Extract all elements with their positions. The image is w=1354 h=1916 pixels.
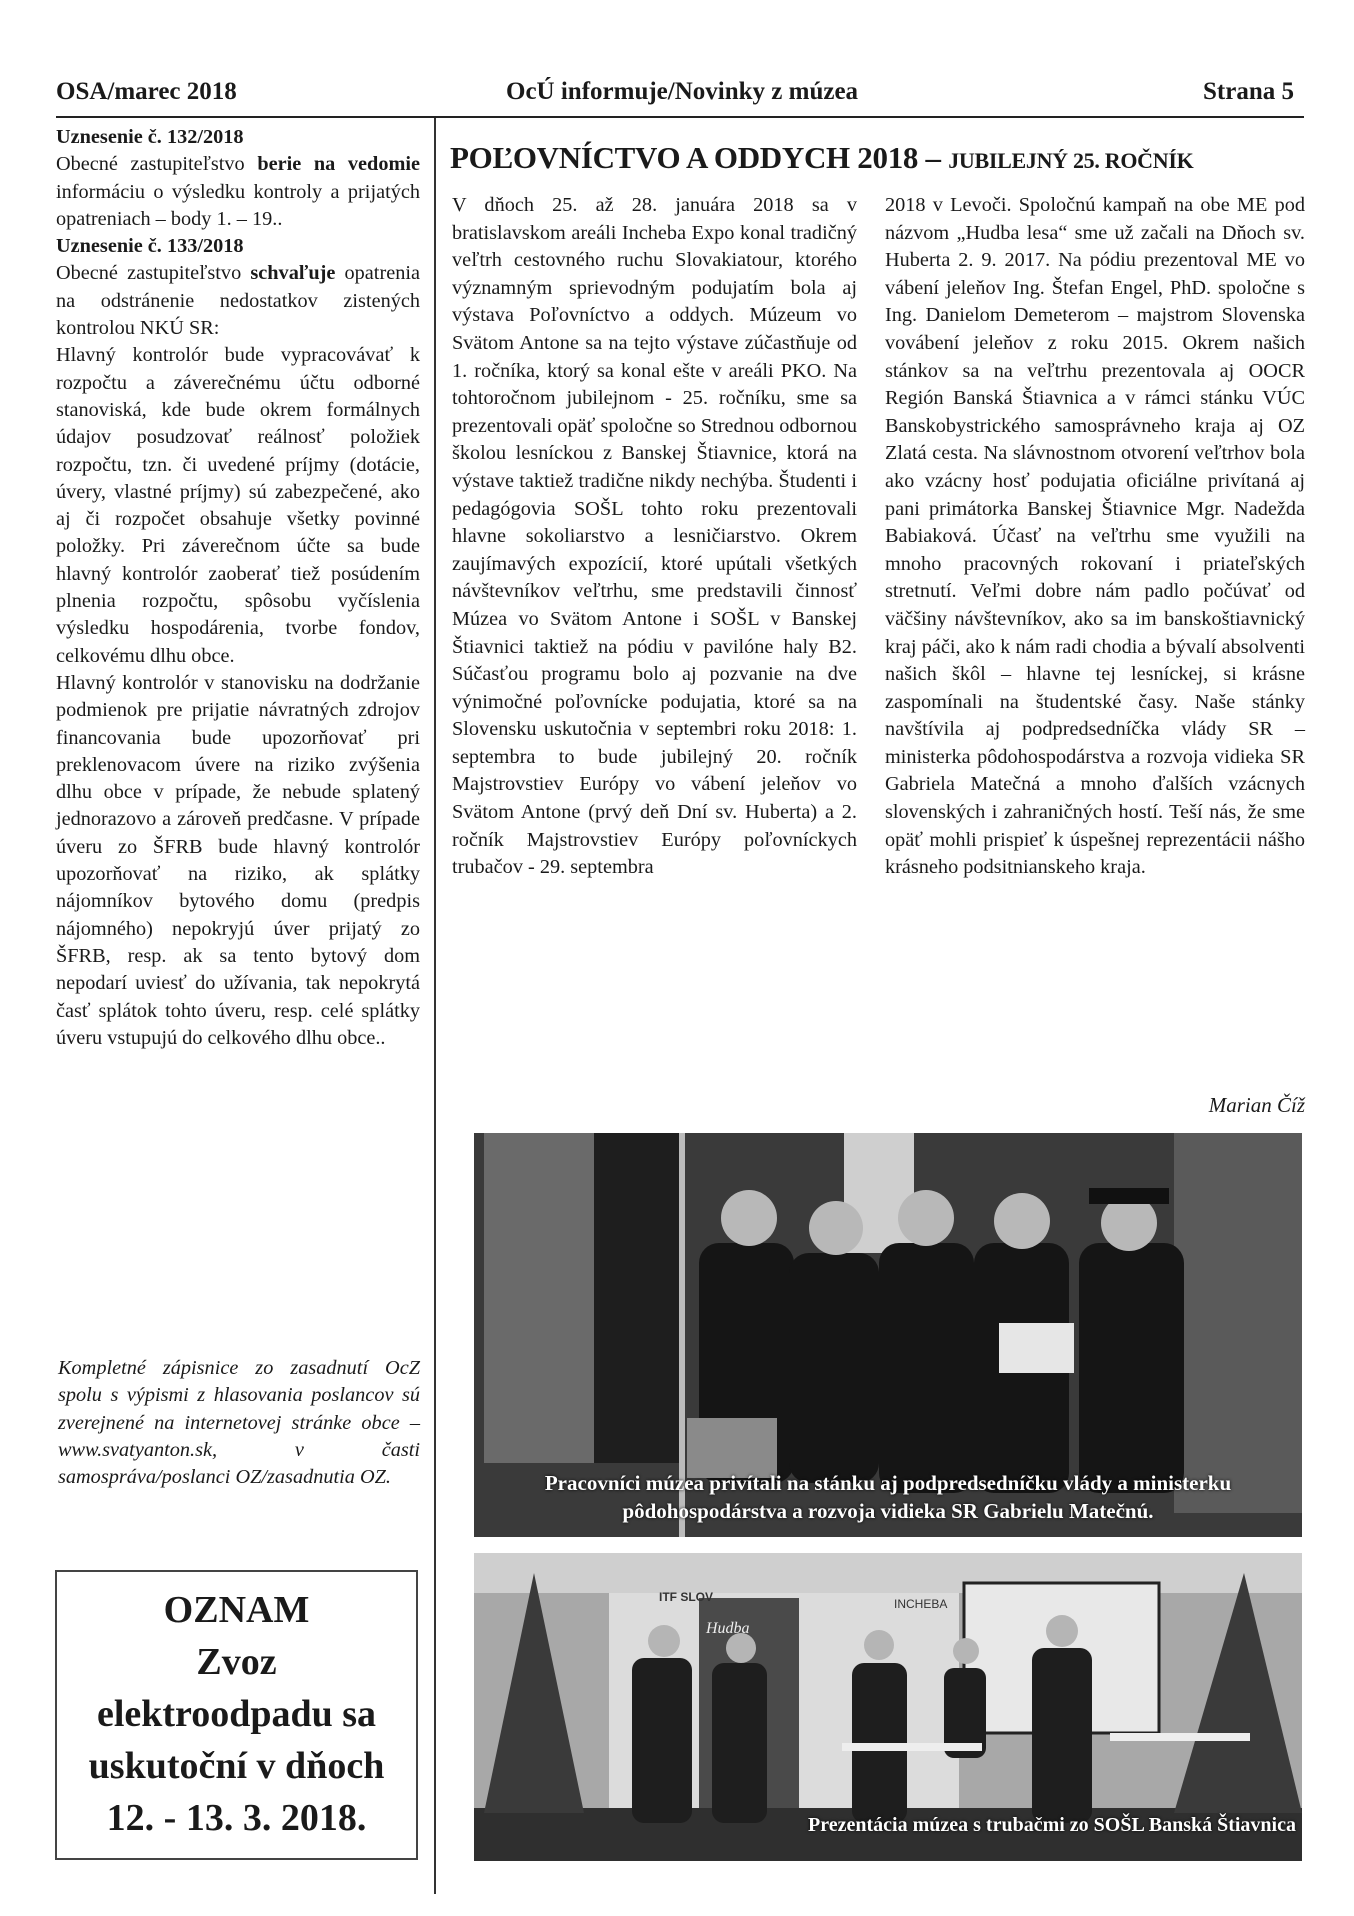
notice-line: uskutoční v dňoch bbox=[88, 1745, 385, 1787]
resolution-2-text-start: Obecné zastupiteľstvo bbox=[56, 262, 251, 285]
banner-incheba: INCHEBA bbox=[894, 1597, 948, 1611]
banner-itf: ITF SLOV bbox=[659, 1590, 713, 1604]
resolution-2-title: Uznesenie č. 133/2018 bbox=[56, 235, 244, 258]
minutes-note: Kompletné zápisnice zo zasadnutí OcZ spolu s výpismi z hlasovania poslancov sú zverejnené na internetovej stránke obce – www.svatyanton.sk, v časti samospráva/poslanci OZ/zasadnutia OZ. bbox=[58, 1357, 420, 1489]
resolution-1-text-end: informáciu o výsledku kontroly a prijatých opatreniach – body 1. – 19.. bbox=[56, 180, 420, 230]
photo-horn-players-caption: Prezentácia múzea s trubačmi zo SOŠL Banská Štiavnica bbox=[808, 1814, 1296, 1836]
notice-date: 12. - 13. 3. 2018. bbox=[106, 1797, 367, 1839]
article-text-2: 2018 v Levoči. Spoločnú kampaň na obe ME pod názvom „Hudba lesa“ sme už začali na Dňoch sv. Huberta 2. 9. 2017. Na pódiu prezentoval ME vo vábení jeleňov Ing. Štefan Engel, PhD. spoločne s Ing. Danielom Demeterom – majstrom Slovenska vovábení jeleňov z roku 2015. Okrem našich stánkov sa na veľtrhu prezentovala aj OOCR Región Banská Štiavnica a v rámci stánku VÚC Banskobystrického samosprávneho kraja aj OZ Zlatá cesta. Na slávnostnom otvorení veľtrhov bola ako vzácny hosť podujatia oficiálne privítaná aj pani primátorka Banskej Štiavnice Mgr. Nadežda Babiaková. Účasť na veľtrhu sme využili na mnoho pracovných rokovaní i priateľských stretnutí. Veľmi dobre nám padlo počúvať od väčšiny návštevníkov, ako sa im banskoštiavnický kraj páči, ako k nám radi chodia a bývalí absolventi našich škôl – hlavne tej lesníckej, si krásne zaspomínali na študentské časy. Naše stánky navštívila aj podpredsedníčka vlády SR – ministerka pôdohospodárstva a rozvoja vidieka SR Gabriela Matečná a mnoho ďalších vzácnych slovenských i zahraničných hostí. Teší nás, že sme opäť mohli prispieť k úspešnej reprezentácii nášho krásneho podsitnianskeho kraja. bbox=[885, 194, 1305, 879]
photo-visitors bbox=[474, 1133, 1302, 1537]
article-title-main: POĽOVNÍCTVO A ODDYCH 2018 – bbox=[450, 140, 949, 175]
article-column-2 bbox=[885, 192, 1305, 882]
notice-box bbox=[55, 1570, 418, 1860]
resolution-2-text bbox=[56, 260, 420, 342]
resolution-1-title: Uznesenie č. 132/2018 bbox=[56, 126, 244, 148]
article-text-1: V dňoch 25. až 28. januára 2018 sa v bratislavskom areáli Incheba Expo konal tradičný veľtrh cestovného ruchu Slovakiatour, ktorého významným sprievodným podujatím bola aj výstava Poľovníctvo a oddych. Múzeum vo Svätom Antone sa na tejto výstave zúčastňuje od 1. ročníka, ktorý sa konal ešte v areáli PKO. Na tohtoročnom jubilejnom - 25. ročníku, sme sa prezentovali opäť spoločne so Strednou odbornou školou lesníckou z Banskej Štiavnice, ktorá na výstave taktiež tradične nikdy nechýba. Študenti i pedagógovia SOŠL tohto roku prezentovali hlavne sokoliarstvo a lesničiarstvo. Okrem zaujímavých expozícií, ktoré upútali všetkých návštevníkov veľtrhu, sme predstavili činnosť Múzea vo Svätom Antone i SOŠL v Banskej Štiavnici taktiež na pódiu v pavilóne haly B2. Súčasťou programu bolo aj pozvanie na dve výnimočné poľovnícke podujatia, ktoré sa na Slovensku uskutočnia v septembri roku 2018: 1. septembra to bude jubilejný 20. ročník Majstrovstiev Európy vo vábení jeleňov vo Svätom Antone (prvý deň Dní sv. Huberta) a 2. ročník Majstrovstiev Európy poľovníckych trubačov - 29. septembra bbox=[452, 194, 857, 879]
section-title: OcÚ informuje/Novinky z múzea bbox=[506, 78, 859, 105]
resolution-1-text-start: Obecné zastupiteľstvo bbox=[56, 153, 258, 176]
article-title bbox=[450, 140, 1320, 176]
notice-line: elektroodpadu sa bbox=[96, 1693, 377, 1735]
notice-heading: OZNAM bbox=[163, 1589, 310, 1631]
banner-hudba-lesa: Hudba bbox=[706, 1620, 750, 1637]
resolution-2-paragraph-1: Hlavný kontrolór bude vypracovávať k rozpočtu a záverečnému účtu odborné stanoviská, kde bude okrem formálnych údajov posudzovať reálnosť položiek rozpočtu, tzn. či uvedené príjmy (dotácie, úvery, vlastné príjmy) sú zabezpečené, ako aj či rozpočet obsahuje všetky povinné položky. Pri záverečnom účte sa bude hlavný kontrolór zaoberať tiež posúdením plnenia rozpočtu, spôsobu vyčíslenia výsledku hospodárenia, tvorbe fondov, celkovému dlhu obce. bbox=[56, 344, 420, 667]
page-header bbox=[56, 78, 1304, 118]
page-number: Strana 5 bbox=[1203, 78, 1294, 105]
resolutions-column bbox=[56, 124, 420, 1052]
photo-visitors-caption: Pracovníci múzea privítali na stánku aj podpredsedníčku vlády a ministerku pôdohospodárstva a rozvoja vidieka SR Gabrielu Matečnú. bbox=[544, 1471, 1232, 1523]
photo-horn-players bbox=[474, 1553, 1302, 1861]
resolution-1-verb: berie na vedomie bbox=[257, 153, 420, 176]
resolution-1-text bbox=[56, 151, 420, 233]
issue-date: OSA/marec 2018 bbox=[56, 78, 237, 105]
column-divider bbox=[434, 118, 436, 1894]
resolution-2-paragraph-2: Hlavný kontrolór v stanovisku na dodržanie podmienok pre prijatie návratných zdrojov financovania bude upozorňovať pri preklenovacom úvere na riziko zvýšenia dlhu obce v prípade, že nebude splatený jednorazovo a zároveň predčasne. V prípade úveru zo ŠFRB bude hlavný kontrolór upozorňovať na riziko, ak splátky nájomníkov bytového domu (predpis nájomného) nepokryjú úver prijatý zo ŠFRB, resp. ak sa tento bytový dom nepodarí uviesť do užívania, tak nepokrytá časť splátok tohto úveru, resp. celé splátky úveru vstupujú do celkového dlhu obce.. bbox=[56, 671, 420, 1049]
notice-line: Zvoz bbox=[196, 1641, 277, 1683]
resolution-2-text-end: opatrenia na odstránenie nedostatkov zistených kontrolou NKÚ SR: bbox=[56, 262, 420, 340]
article-title-sub: JUBILEJNÝ 25. ROČNÍK bbox=[948, 148, 1194, 173]
article-author: Marian Číž bbox=[1208, 1093, 1305, 1117]
resolution-2-verb: schvaľuje bbox=[250, 262, 336, 285]
article-column-1 bbox=[452, 192, 857, 882]
